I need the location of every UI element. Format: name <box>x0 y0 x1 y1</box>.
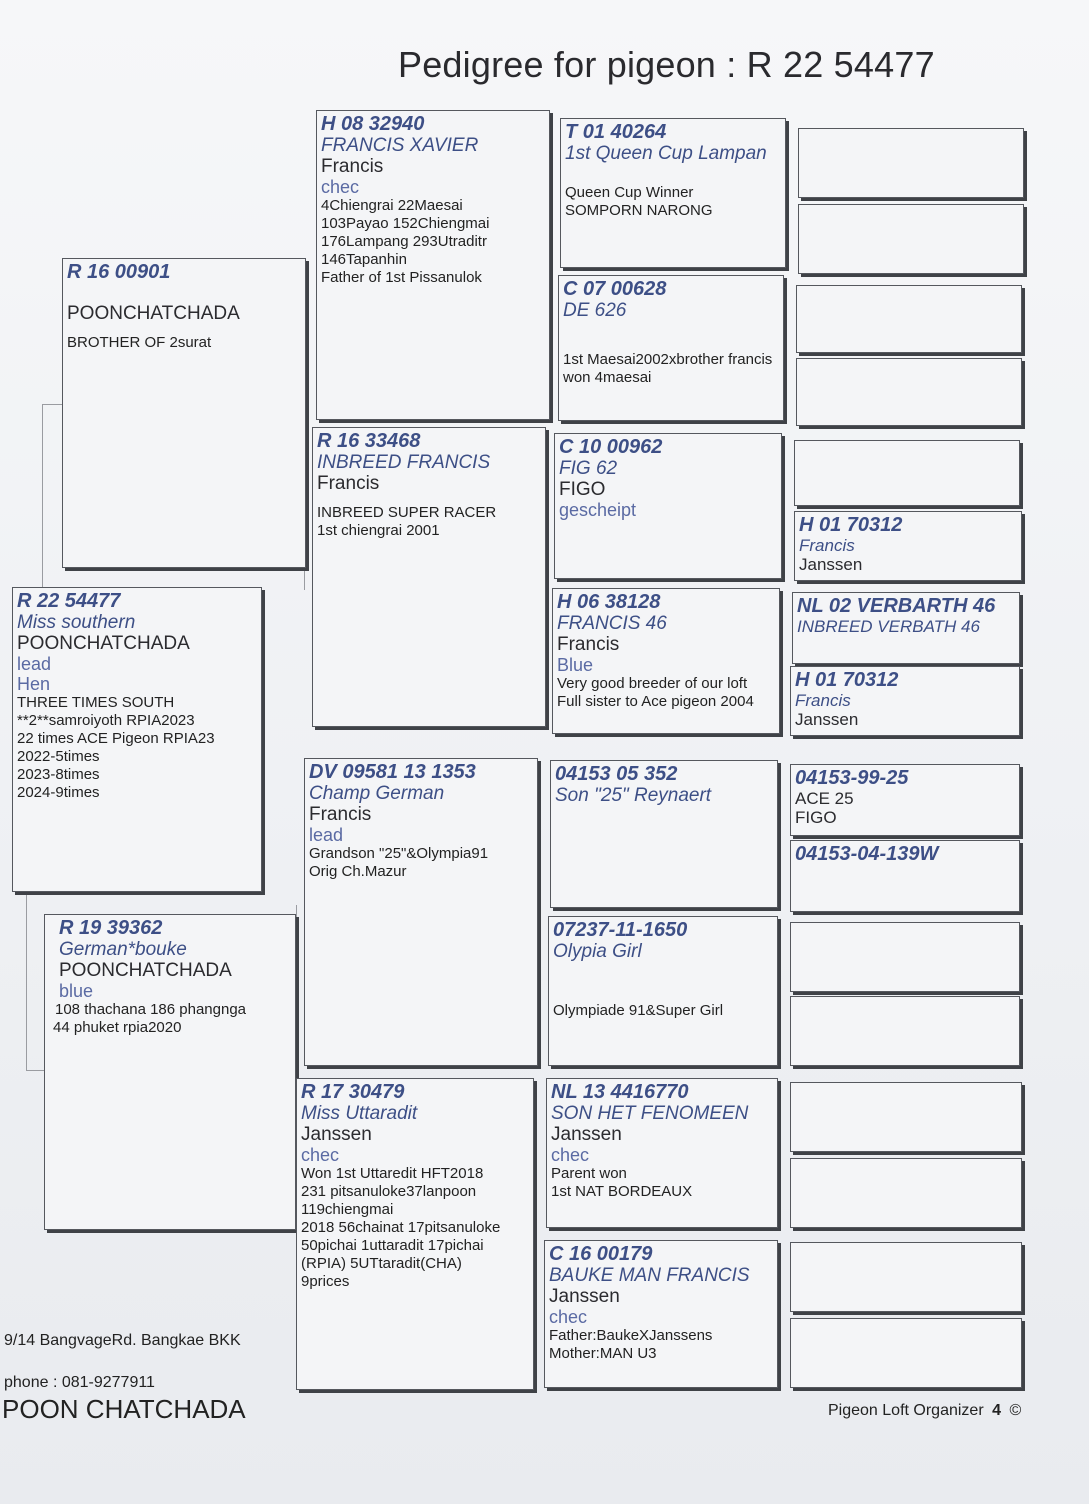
dd-strain: Janssen <box>301 1124 372 1145</box>
dsd-ring: 07237-11-1650 <box>553 919 688 941</box>
ds-note: Grandson "25"&Olympia91 <box>309 845 489 862</box>
g4-card-empty[interactable] <box>790 1082 1022 1152</box>
ds-name: Champ German <box>309 783 445 804</box>
dsss-name: ACE 25 <box>795 789 854 808</box>
dsd-note: Olympiade 91&Super Girl <box>553 1002 724 1019</box>
footer-loft-name: POON CHATCHADA <box>2 1394 246 1424</box>
g4-card-empty[interactable] <box>796 358 1022 426</box>
dam-strain: POONCHATCHADA <box>59 960 232 981</box>
ssd-ring: C 07 00628 <box>563 278 667 300</box>
dss-name: Son "25" Reynaert <box>555 785 712 806</box>
subject-color: lead <box>17 654 52 674</box>
sddd-ring: H 01 70312 <box>795 669 899 691</box>
g4-card-empty[interactable] <box>790 996 1020 1066</box>
copyright-icon: © <box>1009 1402 1022 1419</box>
subject-note: 2022-5times <box>17 748 100 765</box>
sire-sire-card[interactable] <box>316 110 550 420</box>
sd-name: INBREED FRANCIS <box>317 452 491 473</box>
dam-sire-card[interactable] <box>304 758 538 1066</box>
subject-strain: POONCHATCHADA <box>17 633 190 654</box>
dam-note: 108 thachana 186 phangnga <box>55 1001 247 1018</box>
footer-software <box>828 1402 1021 1420</box>
ssd-note: 1st Maesai2002xbrother francis <box>563 351 773 368</box>
connector-dam <box>26 890 45 1071</box>
dsd-card[interactable] <box>548 916 778 1066</box>
sdss-strain: Janssen <box>799 555 863 574</box>
dam-color: blue <box>59 981 94 1001</box>
dd-note: (RPIA) 5UTtaradit(CHA) <box>301 1255 462 1272</box>
dam-dam-card[interactable] <box>296 1078 534 1390</box>
sddd-strain: Janssen <box>795 710 859 729</box>
sds-ring: C 10 00962 <box>559 436 663 458</box>
dds-name: SON HET FENOMEEN <box>551 1103 749 1124</box>
footer-phone: phone : 081-9277911 <box>4 1374 155 1391</box>
sss-card[interactable] <box>560 118 786 268</box>
ssd-card[interactable] <box>558 275 784 421</box>
g4-card-dsss[interactable] <box>790 764 1020 836</box>
sire-dam-card[interactable] <box>312 427 546 727</box>
ddd-strain: Janssen <box>549 1286 620 1307</box>
ddd-ring: C 16 00179 <box>549 1243 653 1265</box>
sd-note: INBREED SUPER RACER <box>317 504 497 521</box>
dd-note: 119chiengmai <box>301 1201 394 1218</box>
g4-card-empty[interactable] <box>794 440 1020 506</box>
sdd-strain: Francis <box>557 634 620 655</box>
dss-card[interactable] <box>550 760 778 908</box>
dam-note: 44 phuket rpia2020 <box>53 1019 182 1036</box>
sddd-name: Francis <box>795 691 851 710</box>
subject-ring: R 22 54477 <box>17 590 121 612</box>
ss-note: 103Payao 152Chiengmai <box>321 215 490 232</box>
dds-note: Parent won <box>551 1165 627 1182</box>
dds-note: 1st NAT BORDEAUX <box>551 1183 693 1200</box>
page-title: Pedigree for pigeon : R 22 54477 <box>398 44 935 85</box>
ddd-color: chec <box>549 1307 588 1327</box>
sds-name: FIG 62 <box>559 458 618 479</box>
ds-color: lead <box>309 825 344 845</box>
ds-strain: Francis <box>309 804 372 825</box>
dam-card[interactable] <box>44 914 296 1230</box>
dss-ring: 04153 05 352 <box>555 763 678 785</box>
ddd-card[interactable] <box>544 1240 778 1388</box>
sss-note: SOMPORN NARONG <box>565 202 713 219</box>
sdd-name: FRANCIS 46 <box>557 613 667 634</box>
ds-ring: DV 09581 13 1353 <box>309 761 476 783</box>
dam-ring: R 19 39362 <box>59 917 163 939</box>
sdd-note: Very good breeder of our loft <box>557 675 748 692</box>
dd-note: 50pichai 1uttaradit 17pichai <box>301 1237 484 1254</box>
dds-color: chec <box>551 1145 590 1165</box>
dsss-strain: FIGO <box>795 808 837 827</box>
ddd-note: Mother:MAN U3 <box>549 1345 657 1362</box>
sds-strain: FIGO <box>559 479 606 500</box>
ss-note: 4Chiengrai 22Maesai <box>321 197 463 214</box>
sss-name: 1st Queen Cup Lampan <box>565 143 767 164</box>
ssd-name: DE 626 <box>563 300 627 321</box>
sd-note: 1st chiengrai 2001 <box>317 522 440 539</box>
dssd-ring: 04153-04-139W <box>795 843 939 865</box>
subject-card[interactable] <box>12 587 262 892</box>
subject-note: 2023-8times <box>17 766 100 783</box>
subject-sex: Hen <box>17 674 51 694</box>
subject-name: Miss southern <box>17 612 136 633</box>
connector-sire <box>42 404 63 587</box>
g4-card-empty[interactable] <box>796 285 1022 353</box>
ss-strain: Francis <box>321 156 384 177</box>
g4-card-empty[interactable] <box>798 204 1024 274</box>
sire-strain: POONCHATCHADA <box>67 303 240 324</box>
sdss-ring: H 01 70312 <box>799 514 903 536</box>
sdd-card[interactable] <box>552 588 780 734</box>
dd-ring: R 17 30479 <box>301 1081 405 1103</box>
software-version: 4 <box>992 1402 1002 1419</box>
g4-card-empty[interactable] <box>790 1318 1022 1388</box>
sire-note: BROTHER OF 2surat <box>67 334 212 351</box>
sdd-note: Full sister to Ace pigeon 2004 <box>557 693 754 710</box>
ss-note: 146Tapanhin <box>321 251 407 268</box>
dsd-name: Olypia Girl <box>553 941 642 962</box>
dsss-ring: 04153-99-25 <box>795 767 909 789</box>
dd-name: Miss Uttaradit <box>301 1103 418 1124</box>
ss-name: FRANCIS XAVIER <box>321 135 479 156</box>
dd-note: 2018 56chainat 17pitsanuloke <box>301 1219 501 1236</box>
sss-note: Queen Cup Winner <box>565 184 694 201</box>
subject-note: THREE TIMES SOUTH <box>17 694 175 711</box>
ssd-note: won 4maesai <box>563 369 652 386</box>
sire-card[interactable] <box>62 258 306 568</box>
sdss-name: Francis <box>799 536 855 555</box>
subject-note: 2024-9times <box>17 784 100 801</box>
sds-color: gescheipt <box>559 500 637 520</box>
dd-color: chec <box>301 1145 340 1165</box>
g4-card-sddd[interactable] <box>790 666 1020 736</box>
g4-card-empty[interactable] <box>790 1158 1022 1228</box>
dds-card[interactable] <box>546 1078 778 1228</box>
sire-ring: R 16 00901 <box>67 261 171 283</box>
dd-note: 9prices <box>301 1273 350 1290</box>
ds-note: Orig Ch.Mazur <box>309 863 407 880</box>
ss-color: chec <box>321 177 360 197</box>
sds-card[interactable] <box>554 433 782 579</box>
ss-note: 176Lampang 293Utraditr <box>321 233 487 250</box>
sdd-color: Blue <box>557 655 594 675</box>
subject-note: **2**samroiyoth RPIA2023 <box>17 712 195 729</box>
g4-card-sdss[interactable] <box>794 511 1022 581</box>
g4-card-empty[interactable] <box>790 1242 1022 1312</box>
g4-card-sdds[interactable] <box>792 592 1020 664</box>
sd-strain: Francis <box>317 473 380 494</box>
subject-note: 22 times ACE Pigeon RPIA23 <box>17 730 215 747</box>
sdd-ring: H 06 38128 <box>557 591 661 613</box>
sdds-ring: NL 02 VERBARTH 46 <box>797 595 996 617</box>
dd-note: Won 1st Uttaredit HFT2018 <box>301 1165 484 1182</box>
ss-note: Father of 1st Pissanulok <box>321 269 482 286</box>
sd-ring: R 16 33468 <box>317 430 421 452</box>
g4-card-empty[interactable] <box>798 128 1024 198</box>
sss-ring: T 01 40264 <box>565 121 667 143</box>
dds-strain: Janssen <box>551 1124 622 1145</box>
ss-ring: H 08 32940 <box>321 113 425 135</box>
dd-note: 231 pitsanuloke37lanpoon <box>301 1183 477 1200</box>
dam-name: German*bouke <box>59 939 187 960</box>
footer-address: 9/14 BangvageRd. Bangkae BKK <box>4 1332 241 1349</box>
sdds-name: INBREED VERBATH 46 <box>797 617 980 636</box>
software-name: Pigeon Loft Organizer <box>828 1402 984 1419</box>
ddd-note: Father:BaukeXJanssens <box>549 1327 713 1344</box>
g4-card-dssd[interactable] <box>790 840 1020 912</box>
dds-ring: NL 13 4416770 <box>551 1081 689 1103</box>
ddd-name: BAUKE MAN FRANCIS <box>549 1265 750 1286</box>
g4-card-empty[interactable] <box>790 922 1020 992</box>
